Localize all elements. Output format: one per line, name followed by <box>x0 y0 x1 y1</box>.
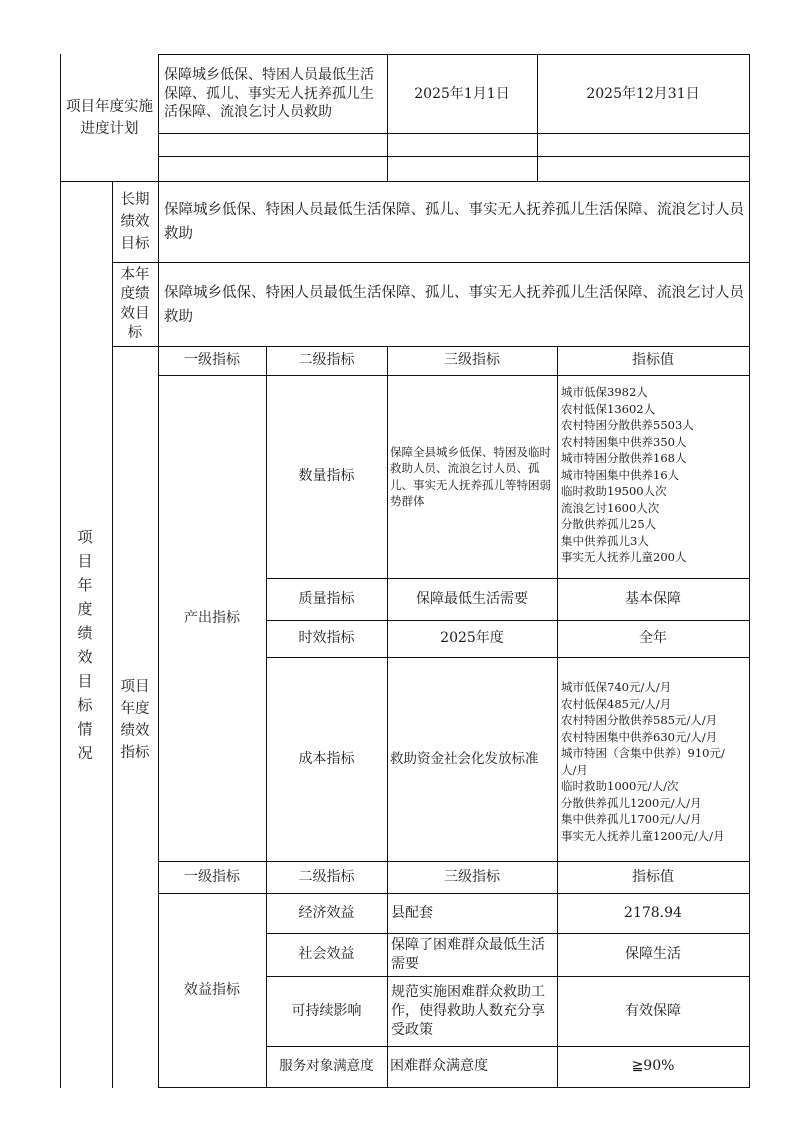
quality-level3: 保障最低生活需要 <box>416 590 528 607</box>
value-line: 分散供养孤儿25人 <box>561 517 657 531</box>
economic-value: 2178.94 <box>624 904 682 921</box>
header-level3: 三级指标 <box>444 352 500 368</box>
section-label: 项目年度绩效目标情况 <box>77 528 93 762</box>
schedule-label: 项目年度实施进度计划 <box>66 99 153 137</box>
quality-level2: 质量指标 <box>298 590 355 607</box>
value-line: 城市低保3982人 <box>561 385 648 399</box>
economic-level2: 经济效益 <box>298 904 355 921</box>
value-line: 城市特困集中供养16人 <box>561 467 680 482</box>
cost-level2: 成本指标 <box>298 750 355 767</box>
header-level1: 一级指标 <box>184 868 240 885</box>
timeliness-level2: 时效指标 <box>298 630 355 646</box>
header-level2: 二级指标 <box>298 352 355 368</box>
header-value: 指标值 <box>632 868 674 885</box>
sustainable-value: 有效保障 <box>625 1002 681 1019</box>
sustainable-level2: 可持续影响 <box>291 1002 362 1019</box>
rule <box>60 54 61 1088</box>
value-line: 农村特困集中供养630元/人/月 <box>561 729 718 744</box>
value-line: 事实无人抚养儿童200人 <box>561 550 687 564</box>
value-line: 人/月 <box>561 762 588 777</box>
value-line: 城市特困（含集中供养）910元/ <box>561 746 725 760</box>
annual-content: 保障城乡低保、特困人员最低生活保障、孤儿、事实无人抚养孤儿生活保障、流浪乞讨人员救助 <box>164 284 744 325</box>
long-term-label: 长期绩效目标 <box>120 192 150 252</box>
schedule-task: 保障城乡低保、特困人员最低生活保障、孤儿、事实无人抚养孤儿生活保障、流浪乞讨人员救助 <box>164 67 374 121</box>
satisfaction-level3: 困难群众满意度 <box>390 1058 488 1074</box>
social-value: 保障生活 <box>625 946 681 962</box>
output-label: 产出指标 <box>184 609 240 626</box>
project-label: 项目年度绩效指标 <box>120 679 150 761</box>
schedule-start-date: 2025年1月1日 <box>414 85 510 102</box>
cost-level3: 救助资金社会化发放标准 <box>390 750 539 767</box>
value-line: 临时救助1000元/人/次 <box>561 779 679 793</box>
quantity-level2: 数量指标 <box>298 468 355 484</box>
value-line: 分散供养孤儿1200元/人/月 <box>561 795 702 810</box>
long-term-content: 保障城乡低保、特困人员最低生活保障、孤儿、事实无人抚养孤儿生活保障、流浪乞讨人员救助 <box>164 202 744 242</box>
social-level3: 保障了困难群众最低生活需要 <box>391 936 545 972</box>
benefit-label: 效益指标 <box>184 981 240 998</box>
economic-level3: 县配套 <box>391 904 433 921</box>
rule <box>60 181 750 182</box>
value-line: 城市低保740元/人/月 <box>561 680 672 694</box>
quantity-values <box>561 384 747 566</box>
rule <box>158 54 750 55</box>
satisfaction-level2: 服务对象满意度 <box>279 1058 374 1074</box>
cost-values <box>561 679 747 844</box>
social-level2: 社会效益 <box>298 946 355 962</box>
value-line: 流浪乞讨1600人次 <box>561 500 660 515</box>
rule <box>158 133 750 134</box>
header-level2: 二级指标 <box>298 868 355 885</box>
quantity-level3: 保障全县城乡低保、特困及临时救助人员、流浪乞讨人员、孤儿、事实无人抚养孤儿等特困弱势群体 <box>390 444 551 508</box>
value-line: 临时救助19500人次 <box>561 484 667 498</box>
value-line: 集中供养孤儿1700元/人/月 <box>561 812 702 826</box>
rule <box>112 262 750 263</box>
value-line: 农村特困分散供养5503人 <box>561 418 694 432</box>
value-line: 农村低保485元/人/月 <box>561 696 672 711</box>
value-line: 城市特困分散供养168人 <box>561 451 687 465</box>
timeliness-level3: 2025年度 <box>440 630 504 646</box>
quality-value: 基本保障 <box>625 590 681 607</box>
header-value: 指标值 <box>632 352 674 368</box>
rule <box>158 156 750 157</box>
value-line: 事实无人抚养儿童1200元/人/月 <box>561 828 725 843</box>
header-level1: 一级指标 <box>184 352 240 368</box>
annual-label: 本年度绩效目标 <box>120 266 150 341</box>
value-line: 集中供养孤儿3人 <box>561 533 649 548</box>
rule <box>112 181 113 1088</box>
rule <box>749 54 750 1088</box>
rule <box>158 1087 750 1088</box>
sustainable-level3: 规范实施困难群众救助工作，使得救助人数充分享受政策 <box>391 983 545 1038</box>
satisfaction-value: ≧90% <box>631 1058 675 1074</box>
value-line: 农村特困集中供养350人 <box>561 434 687 449</box>
timeliness-value: 全年 <box>639 630 667 646</box>
value-line: 农村特困分散供养585元/人/月 <box>561 713 718 727</box>
header-level3: 三级指标 <box>444 868 500 885</box>
rule <box>387 346 388 1088</box>
schedule-end-date: 2025年12月31日 <box>586 85 700 102</box>
value-line: 农村低保13602人 <box>561 401 656 416</box>
